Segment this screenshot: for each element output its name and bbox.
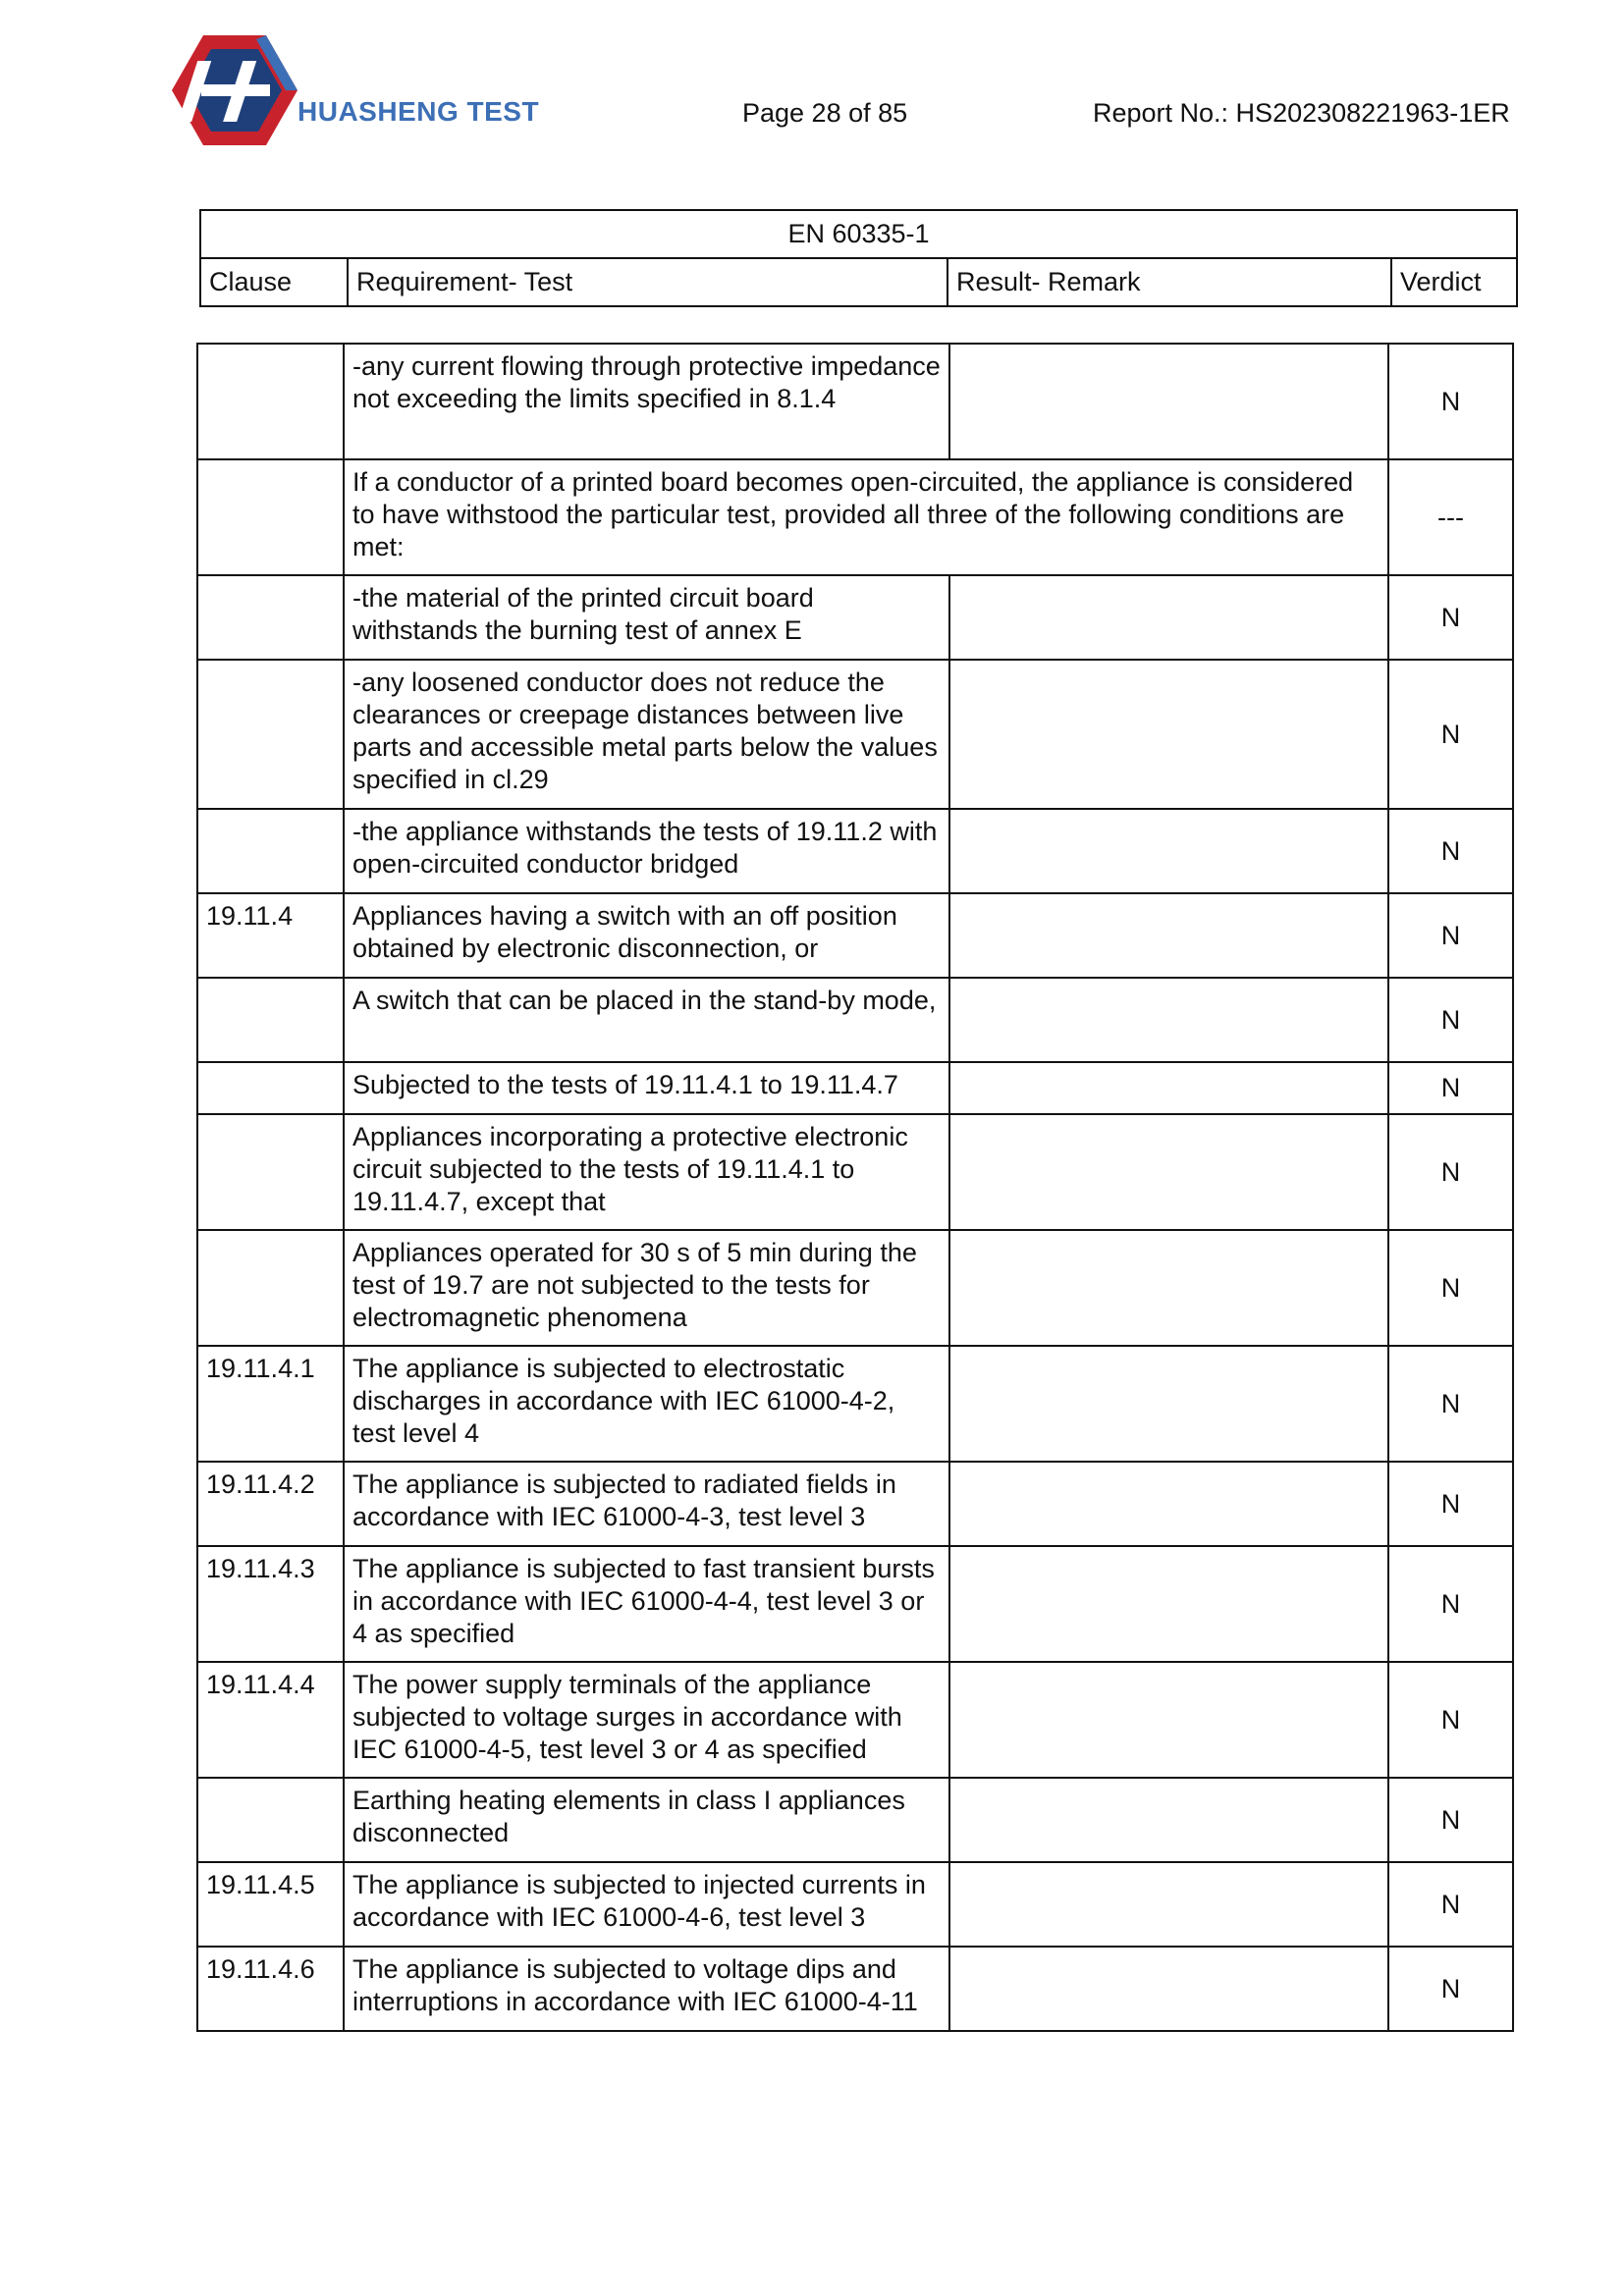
verdict-cell: N bbox=[1388, 1230, 1513, 1346]
requirement-cell: -the appliance withstands the tests of 19.11.2 with open-circuited conductor bridged bbox=[344, 809, 949, 893]
table-row bbox=[197, 1947, 1513, 2031]
table-row bbox=[197, 1778, 1513, 1862]
requirement-cell: -the material of the printed circuit board withstands the burning test of annex E bbox=[344, 575, 949, 660]
verdict-cell: N bbox=[1388, 809, 1513, 893]
remark-cell bbox=[949, 344, 1388, 459]
verdict-cell: --- bbox=[1388, 459, 1513, 575]
remark-cell bbox=[949, 1947, 1388, 2031]
verdict-cell: N bbox=[1388, 1778, 1513, 1862]
verdict-cell: N bbox=[1388, 1546, 1513, 1662]
table-row bbox=[197, 809, 1513, 893]
requirement-cell: The appliance is subjected to injected currents in accordance with IEC 61000-4-6, test level 3 bbox=[344, 1862, 949, 1947]
remark-cell bbox=[949, 1862, 1388, 1947]
verdict-cell: N bbox=[1388, 1662, 1513, 1778]
remark-cell bbox=[949, 1230, 1388, 1346]
clause-table bbox=[196, 343, 1514, 2032]
requirement-cell: The power supply terminals of the appliance subjected to voltage surges in accordance with IEC 61000-4-5, test level 3 or 4 as specified bbox=[344, 1662, 949, 1778]
table-row bbox=[197, 575, 1513, 660]
requirement-cell: The appliance is subjected to voltage dips and interruptions in accordance with IEC 61000-4-11 bbox=[344, 1947, 949, 2031]
verdict-cell: N bbox=[1388, 1862, 1513, 1947]
table-row bbox=[197, 1062, 1513, 1114]
remark-cell bbox=[949, 660, 1388, 809]
requirement-cell: The appliance is subjected to electrostatic discharges in accordance with IEC 61000-4-2, test level 4 bbox=[344, 1346, 949, 1462]
remark-cell bbox=[949, 1778, 1388, 1862]
standard-title: EN 60335-1 bbox=[200, 210, 1517, 258]
clause-cell bbox=[197, 1230, 344, 1346]
page-number: Page 28 of 85 bbox=[742, 98, 908, 128]
requirement-cell: -any current flowing through protective impedance not exceeding the limits specified in 8.1.4 bbox=[344, 344, 949, 459]
remark-cell bbox=[949, 1114, 1388, 1230]
remark-cell bbox=[949, 978, 1388, 1062]
clause-cell bbox=[197, 575, 344, 660]
requirement-cell: The appliance is subjected to fast transient bursts in accordance with IEC 61000-4-4, test level 3 or 4 as specified bbox=[344, 1546, 949, 1662]
clause-cell bbox=[197, 1062, 344, 1114]
clause-cell bbox=[197, 459, 344, 575]
remark-cell bbox=[949, 1546, 1388, 1662]
verdict-cell: N bbox=[1388, 893, 1513, 978]
verdict-cell: N bbox=[1388, 1062, 1513, 1114]
table-row bbox=[197, 893, 1513, 978]
table-row bbox=[197, 660, 1513, 809]
column-header-clause: Clause bbox=[200, 258, 348, 306]
verdict-cell: N bbox=[1388, 344, 1513, 459]
column-header-verdict: Verdict bbox=[1391, 258, 1517, 306]
clause-cell: 19.11.4.1 bbox=[197, 1346, 344, 1462]
column-header-requirement: Requirement- Test bbox=[348, 258, 947, 306]
table-row bbox=[197, 978, 1513, 1062]
table-row bbox=[197, 1662, 1513, 1778]
requirement-cell: Appliances having a switch with an off position obtained by electronic disconnection, or bbox=[344, 893, 949, 978]
clause-cell bbox=[197, 809, 344, 893]
clause-cell bbox=[197, 660, 344, 809]
requirement-cell: Appliances operated for 30 s of 5 min during the test of 19.7 are not subjected to the tests for electromagnetic phenomena bbox=[344, 1230, 949, 1346]
verdict-cell: N bbox=[1388, 1114, 1513, 1230]
column-header-row bbox=[200, 258, 1517, 306]
table-row bbox=[197, 1114, 1513, 1230]
verdict-cell: N bbox=[1388, 1462, 1513, 1546]
clause-cell bbox=[197, 1778, 344, 1862]
clause-cell bbox=[197, 1114, 344, 1230]
table-row bbox=[197, 459, 1513, 575]
table-row bbox=[197, 1462, 1513, 1546]
requirement-cell: Earthing heating elements in class I appliances disconnected bbox=[344, 1778, 949, 1862]
table-row bbox=[197, 344, 1513, 459]
verdict-cell: N bbox=[1388, 660, 1513, 809]
clause-cell: 19.11.4.3 bbox=[197, 1546, 344, 1662]
clause-cell: 19.11.4 bbox=[197, 893, 344, 978]
table-row bbox=[197, 1346, 1513, 1462]
verdict-cell: N bbox=[1388, 978, 1513, 1062]
verdict-cell: N bbox=[1388, 1947, 1513, 2031]
requirement-cell: Appliances incorporating a protective electronic circuit subjected to the tests of 19.11.4.1 to 19.11.4.7, except that bbox=[344, 1114, 949, 1230]
clause-cell: 19.11.4.5 bbox=[197, 1862, 344, 1947]
remark-cell bbox=[949, 893, 1388, 978]
remark-cell bbox=[949, 1462, 1388, 1546]
remark-cell bbox=[949, 1346, 1388, 1462]
brand-name: HUASHENG TEST bbox=[298, 96, 540, 127]
report-number: Report No.: HS202308221963-1ER bbox=[1093, 98, 1510, 128]
requirement-cell: Subjected to the tests of 19.11.4.1 to 19.11.4.7 bbox=[344, 1062, 949, 1114]
clause-cell: 19.11.4.6 bbox=[197, 1947, 344, 2031]
clause-cell: 19.11.4.2 bbox=[197, 1462, 344, 1546]
requirement-cell: The appliance is subjected to radiated fields in accordance with IEC 61000-4-3, test level 3 bbox=[344, 1462, 949, 1546]
remark-cell bbox=[949, 809, 1388, 893]
clause-cell bbox=[197, 344, 344, 459]
verdict-cell: N bbox=[1388, 1346, 1513, 1462]
table-row bbox=[197, 1546, 1513, 1662]
remark-cell bbox=[949, 575, 1388, 660]
table-row bbox=[197, 1862, 1513, 1947]
column-header-remark: Result- Remark bbox=[947, 258, 1391, 306]
table-row bbox=[197, 1230, 1513, 1346]
standard-header-table bbox=[199, 209, 1518, 307]
requirement-cell: -any loosened conductor does not reduce the clearances or creepage distances between live parts and accessible metal parts below the values specified in cl.29 bbox=[344, 660, 949, 809]
requirement-cell: A switch that can be placed in the stand-by mode, bbox=[344, 978, 949, 1062]
remark-cell bbox=[949, 1062, 1388, 1114]
huasheng-logo-icon bbox=[162, 31, 299, 151]
clause-cell: 19.11.4.4 bbox=[197, 1662, 344, 1778]
clause-cell bbox=[197, 978, 344, 1062]
remark-cell bbox=[949, 1662, 1388, 1778]
requirement-cell: If a conductor of a printed board becomes open-circuited, the appliance is considered to have withstood the particular test, provided all three of the following conditions are met: bbox=[344, 459, 1388, 575]
verdict-cell: N bbox=[1388, 575, 1513, 660]
